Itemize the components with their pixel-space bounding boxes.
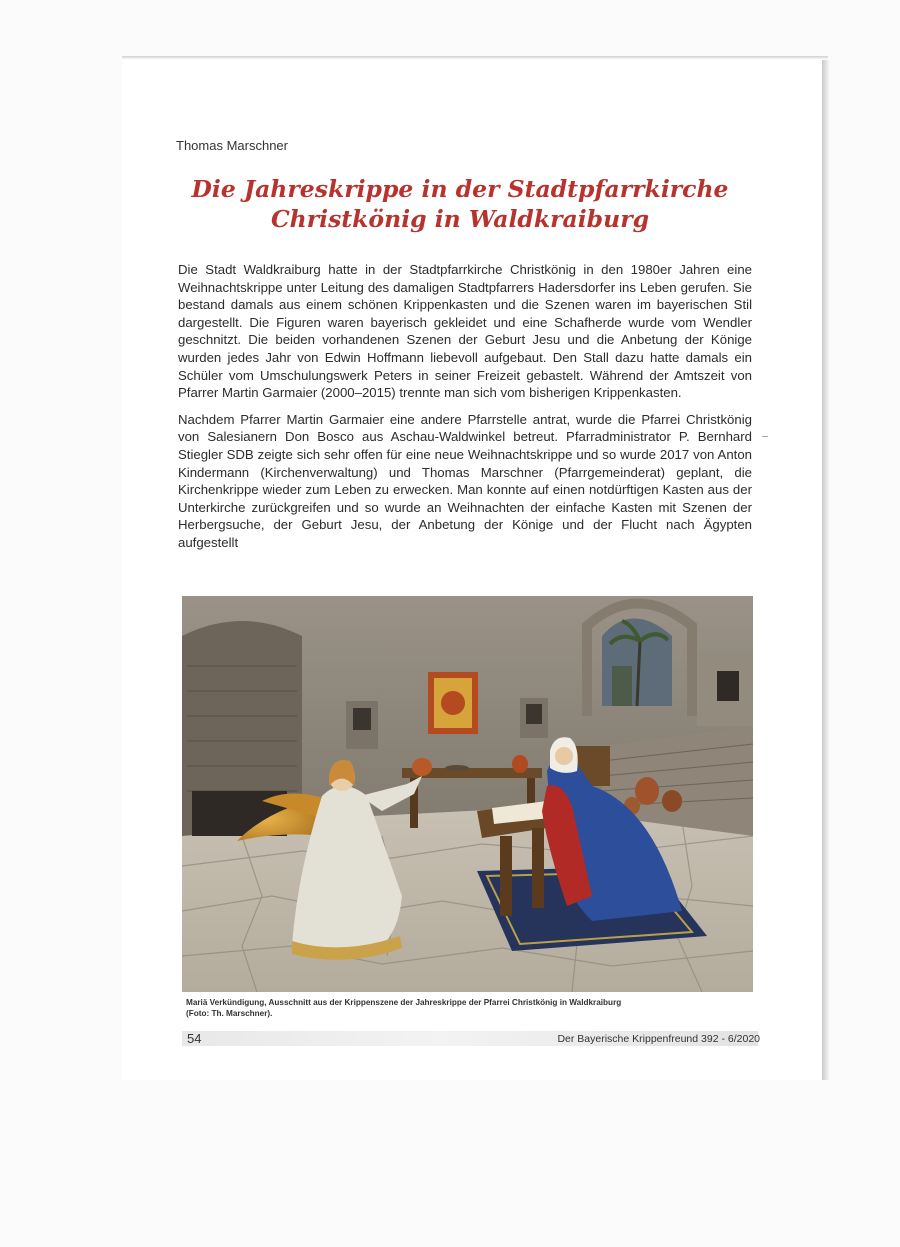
article-body <box>178 261 752 561</box>
caption-line-2: (Foto: Th. Marschner). <box>186 1009 273 1018</box>
title-line-1: Die Jahreskrippe in der Stadtpfarrkirche <box>191 175 729 203</box>
page-top-edge <box>122 56 828 59</box>
page-number: 54 <box>187 1031 202 1046</box>
paragraph-2: Nachdem Pfarrer Martin Garmaier eine andere Pfarrstelle antrat, wurde die Pfarrei Christkönig von Salesianern Don Bosco aus Aschau-Waldwinkel betreut. Pfarradministrator P. Bernhard Stiegler SDB zeigte sich sehr offen für eine neue Weihnachtskrippe und so wurde 2017 von Anton Kindermann (Kirchenverwaltung) und Thomas Marschner (Pfarrgemeinderat) geplant, die Kirchenkrippe wieder zum Leben zu erwecken. Man konnte auf einen notdürftigen Kasten aus der Unterkirche zurückgreifen und so wurde an Weihnachten der einfache Kasten mit Szenen der Herbergsuche, der Geburt Jesu, der Anbetung der Könige und der Flucht nach Ägypten aufgestellt <box>178 411 752 550</box>
page-right-shadow <box>822 60 830 1080</box>
margin-mark <box>762 436 768 437</box>
journal-issue: Der Bayerische Krippenfreund 392 - 6/2020 <box>557 1033 760 1045</box>
paragraph-1: Die Stadt Waldkraiburg hatte in der Stadtpfarrkirche Christkönig in den 1980er Jahren eine Weihnachtskrippe unter Leitung des damaligen Stadtpfarrers Hadersdorfer ins Leben gerufen. Sie bestand damals aus einem schönen Krippenkasten und die Szenen waren im bayerischen Stil dargestellt. Die Figuren waren bayerisch gekleidet und eine Schafherde wurde vom Wendler geschnitzt. Die beiden vorhandenen Szenen der Geburt Jesu und die Anbetung der Könige wurden jedes Jahr von Edwin Hoffmann liebevoll aufgebaut. Den Stall dazu hatte damals ein Schüler vom Umschulungswerk Peters in seiner Freizeit gebastelt. Während der Amtszeit von Pfarrer Martin Garmaier (2000–2015) trennte man sich vom bisherigen Krippenkasten. <box>178 262 752 401</box>
article-title <box>150 174 770 234</box>
caption-line-1: Mariä Verkündigung, Ausschnitt aus der Krippenszene der Jahreskrippe der Pfarrei Christkönig in Waldkraiburg <box>186 998 622 1007</box>
nativity-scene-photo <box>182 596 753 992</box>
author-name: Thomas Marschner <box>176 138 288 153</box>
title-line-2: Christkönig in Waldkraiburg <box>270 205 650 233</box>
photo-caption <box>186 997 756 1019</box>
